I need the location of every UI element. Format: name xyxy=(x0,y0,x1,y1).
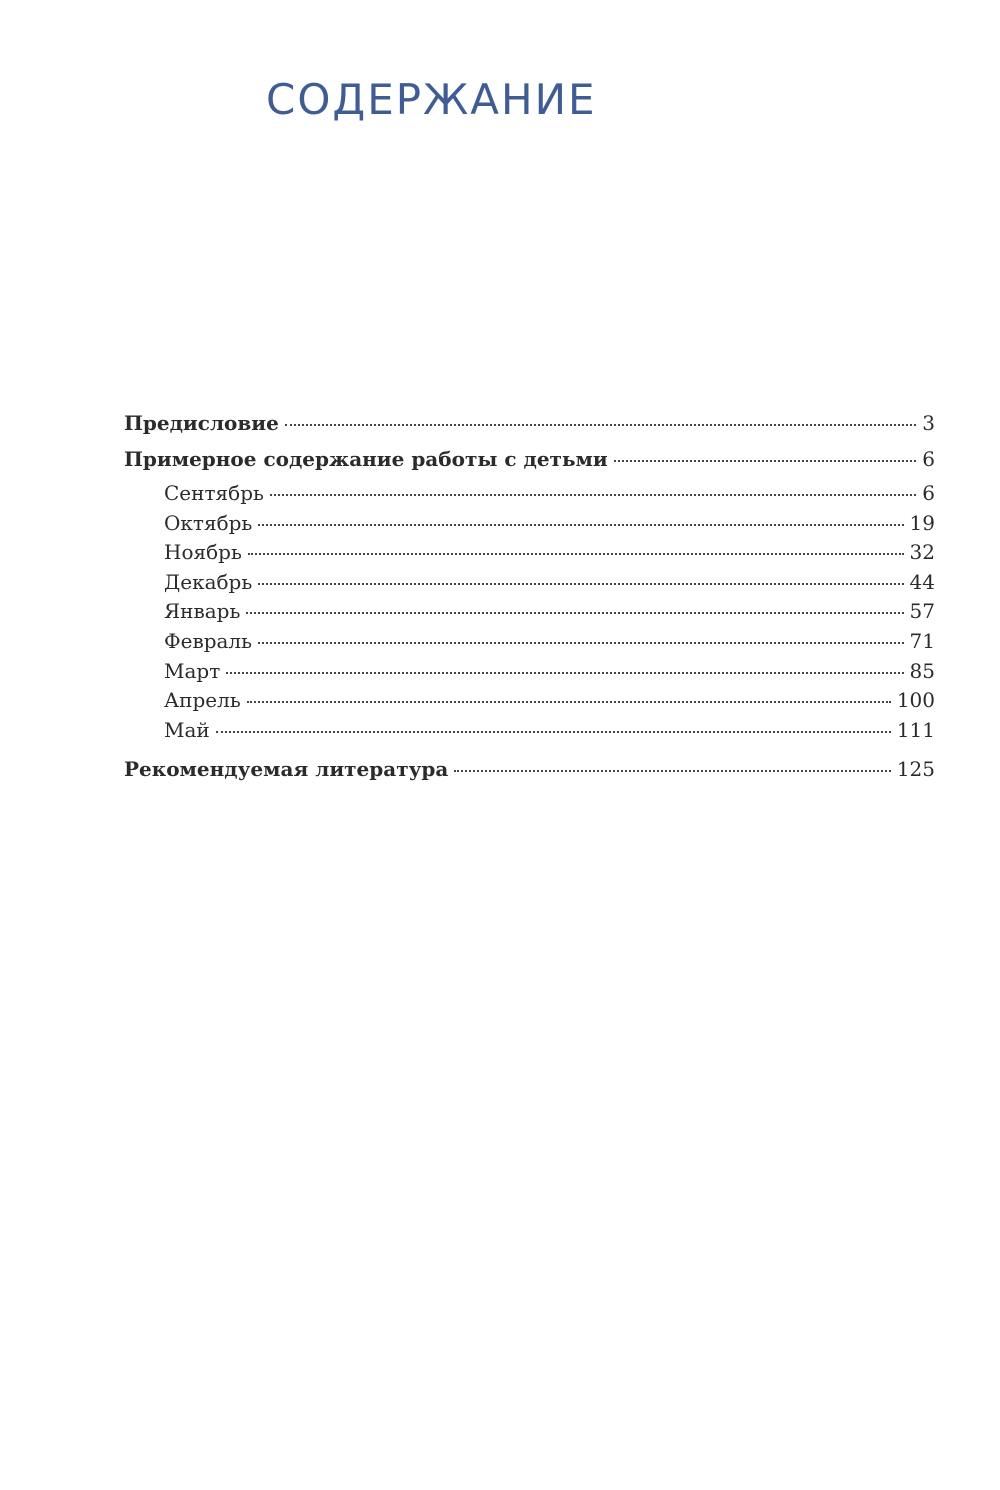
toc-entry-december[interactable] xyxy=(124,568,935,598)
toc-page-number: 3 xyxy=(922,411,935,435)
toc-dot-leader xyxy=(454,768,890,772)
toc-entry-october[interactable] xyxy=(124,509,935,539)
toc-entry-september[interactable] xyxy=(124,479,935,509)
toc-entry-label: Февраль xyxy=(164,628,253,653)
toc-entry-label: Предисловие xyxy=(124,411,279,435)
toc-page-number: 125 xyxy=(896,757,935,782)
toc-entry-label: Май xyxy=(164,717,210,742)
toc-dot-leader xyxy=(248,551,904,555)
toc-dot-leader xyxy=(614,458,917,462)
toc-dot-leader xyxy=(285,422,916,426)
toc-dot-leader xyxy=(246,610,903,614)
toc-page-number: 57 xyxy=(909,599,935,624)
toc-page-number: 111 xyxy=(896,717,935,742)
toc-page-number: 6 xyxy=(922,447,935,471)
toc-entry-may[interactable] xyxy=(124,716,935,746)
toc-dot-leader xyxy=(226,670,903,674)
toc-entry-preface[interactable] xyxy=(124,405,935,441)
toc-page-number: 32 xyxy=(909,540,935,565)
toc-entry-march[interactable] xyxy=(124,657,935,687)
toc-page-number: 6 xyxy=(922,481,935,505)
toc-entry-label: Март xyxy=(164,658,221,683)
toc-entry-label: Октябрь xyxy=(164,510,253,535)
toc-entry-label: Январь xyxy=(164,599,241,624)
toc-dot-leader xyxy=(247,699,891,703)
toc-entry-label: Примерное содержание работы с детьми xyxy=(124,447,608,471)
toc-entry-label: Рекомендуемая литература xyxy=(124,757,449,782)
toc-page-number: 44 xyxy=(909,569,935,594)
toc-entry-label: Ноябрь xyxy=(164,540,242,565)
toc-entry-label: Апрель xyxy=(164,688,241,713)
table-of-contents xyxy=(124,405,935,787)
toc-entry-label: Сентябрь xyxy=(164,481,264,505)
toc-page-number: 71 xyxy=(909,628,935,653)
toc-entry-label: Декабрь xyxy=(164,569,253,594)
toc-page-number: 19 xyxy=(909,510,935,535)
toc-entry-recommended-literature[interactable] xyxy=(124,751,935,787)
toc-page-number: 100 xyxy=(896,688,935,713)
toc-dot-leader xyxy=(258,640,904,644)
toc-dot-leader xyxy=(216,729,891,733)
toc-page-number: 85 xyxy=(909,658,935,683)
page-title: СОДЕРЖАНИЕ xyxy=(266,75,597,124)
toc-entry-november[interactable] xyxy=(124,538,935,568)
toc-entry-january[interactable] xyxy=(124,597,935,627)
toc-entry-april[interactable] xyxy=(124,686,935,716)
toc-entry-february[interactable] xyxy=(124,627,935,657)
toc-dot-leader xyxy=(258,522,903,526)
toc-dot-leader xyxy=(258,581,903,585)
toc-dot-leader xyxy=(270,492,916,496)
toc-entry-work-content[interactable] xyxy=(124,441,935,477)
